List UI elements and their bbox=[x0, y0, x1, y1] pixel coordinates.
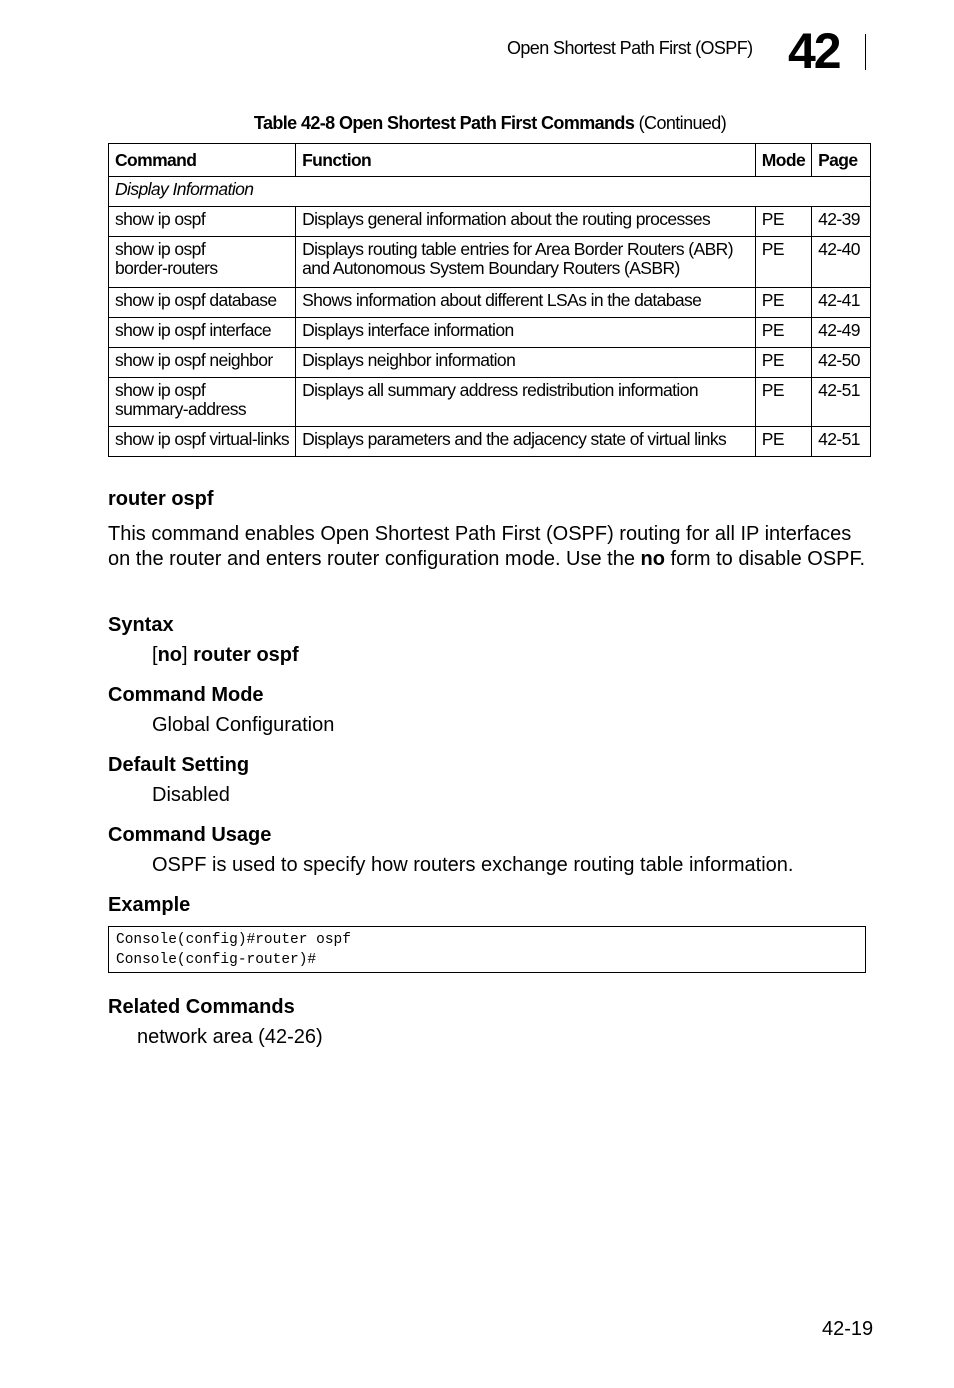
cell-command: show ip ospf virtual-links bbox=[109, 427, 296, 457]
page-number: 42-19 bbox=[822, 1318, 874, 1340]
cell-page: 42-39 bbox=[812, 207, 871, 237]
bracket: ] bbox=[182, 644, 194, 666]
cell-function: Displays general information about the routing processes bbox=[296, 207, 756, 237]
example-code: Console(config)#router ospf Console(config-router)# bbox=[108, 926, 866, 973]
table-row bbox=[109, 378, 871, 427]
caption-suffix: (Continued) bbox=[634, 113, 727, 133]
command-description bbox=[108, 522, 878, 572]
cell-function: Shows information about different LSAs in the database bbox=[296, 288, 756, 318]
col-header: Command bbox=[109, 144, 296, 177]
cell-page: 42-50 bbox=[812, 348, 871, 378]
cell-mode: PE bbox=[755, 318, 811, 348]
table-row bbox=[109, 207, 871, 237]
cell-mode: PE bbox=[755, 378, 811, 427]
cell-command: show ip ospf interface bbox=[109, 318, 296, 348]
cell-command: show ip ospf database bbox=[109, 288, 296, 318]
mode-value: Global Configuration bbox=[152, 714, 335, 736]
table-row bbox=[109, 237, 871, 288]
header-rule bbox=[865, 34, 866, 70]
col-header: Mode bbox=[755, 144, 811, 177]
caption-label: Table 42-8 Open Shortest Path First Commands bbox=[253, 113, 635, 133]
mode-heading: Command Mode bbox=[108, 684, 264, 706]
table-caption bbox=[0, 113, 954, 134]
cell-function: Displays interface information bbox=[296, 318, 756, 348]
related-heading: Related Commands bbox=[108, 996, 295, 1018]
running-header: Open Shortest Path First (OSPF) bbox=[507, 38, 753, 58]
col-header: Function bbox=[296, 144, 756, 177]
table-header-row bbox=[109, 144, 871, 177]
ospf-commands-table bbox=[108, 143, 871, 457]
default-value: Disabled bbox=[152, 784, 230, 806]
table-row bbox=[109, 288, 871, 318]
intro-bold: no bbox=[640, 548, 665, 570]
cell-mode: PE bbox=[755, 288, 811, 318]
cell-page: 42-51 bbox=[812, 378, 871, 427]
bracket: [ bbox=[152, 644, 158, 666]
cell-mode: PE bbox=[755, 348, 811, 378]
cell-mode: PE bbox=[755, 237, 811, 288]
usage-heading: Command Usage bbox=[108, 824, 272, 846]
cell-page: 42-41 bbox=[812, 288, 871, 318]
intro-text: This command enables Open Shortest Path First (OSPF) routing for all IP interfaces on the router and enters router configuration mode. Use the bbox=[108, 523, 852, 570]
chapter-number: 42 bbox=[788, 23, 840, 79]
table-row bbox=[109, 348, 871, 378]
usage-value: OSPF is used to specify how routers exchange routing table information. bbox=[152, 854, 794, 876]
syntax-command: router ospf bbox=[193, 644, 299, 666]
cell-command: show ip ospf border-routers bbox=[109, 237, 296, 288]
cell-function: Displays neighbor information bbox=[296, 348, 756, 378]
cell-page: 42-40 bbox=[812, 237, 871, 288]
cell-command: show ip ospf summary-address bbox=[109, 378, 296, 427]
table-section-row bbox=[109, 177, 871, 207]
cell-mode: PE bbox=[755, 207, 811, 237]
syntax-value bbox=[152, 644, 299, 667]
command-title: router ospf bbox=[108, 488, 214, 510]
table-row bbox=[109, 318, 871, 348]
related-link[interactable]: network area (42-26) bbox=[137, 1026, 323, 1048]
col-header: Page bbox=[812, 144, 871, 177]
section-label: Display Information bbox=[109, 177, 871, 207]
example-heading: Example bbox=[108, 894, 191, 916]
cell-page: 42-51 bbox=[812, 427, 871, 457]
default-heading: Default Setting bbox=[108, 754, 250, 776]
cell-mode: PE bbox=[755, 427, 811, 457]
cell-function: Displays all summary address redistribution information bbox=[296, 378, 756, 427]
syntax-no: no bbox=[157, 644, 182, 666]
cell-command: show ip ospf bbox=[109, 207, 296, 237]
syntax-heading: Syntax bbox=[108, 614, 174, 636]
table-row bbox=[109, 427, 871, 457]
cell-command: show ip ospf neighbor bbox=[109, 348, 296, 378]
cell-page: 42-49 bbox=[812, 318, 871, 348]
intro-text: form to disable OSPF. bbox=[664, 548, 866, 570]
cell-function: Displays parameters and the adjacency state of virtual links bbox=[296, 427, 756, 457]
cell-function: Displays routing table entries for Area Border Routers (ABR) and Autonomous System Boundary Routers (ASBR) bbox=[296, 237, 756, 288]
